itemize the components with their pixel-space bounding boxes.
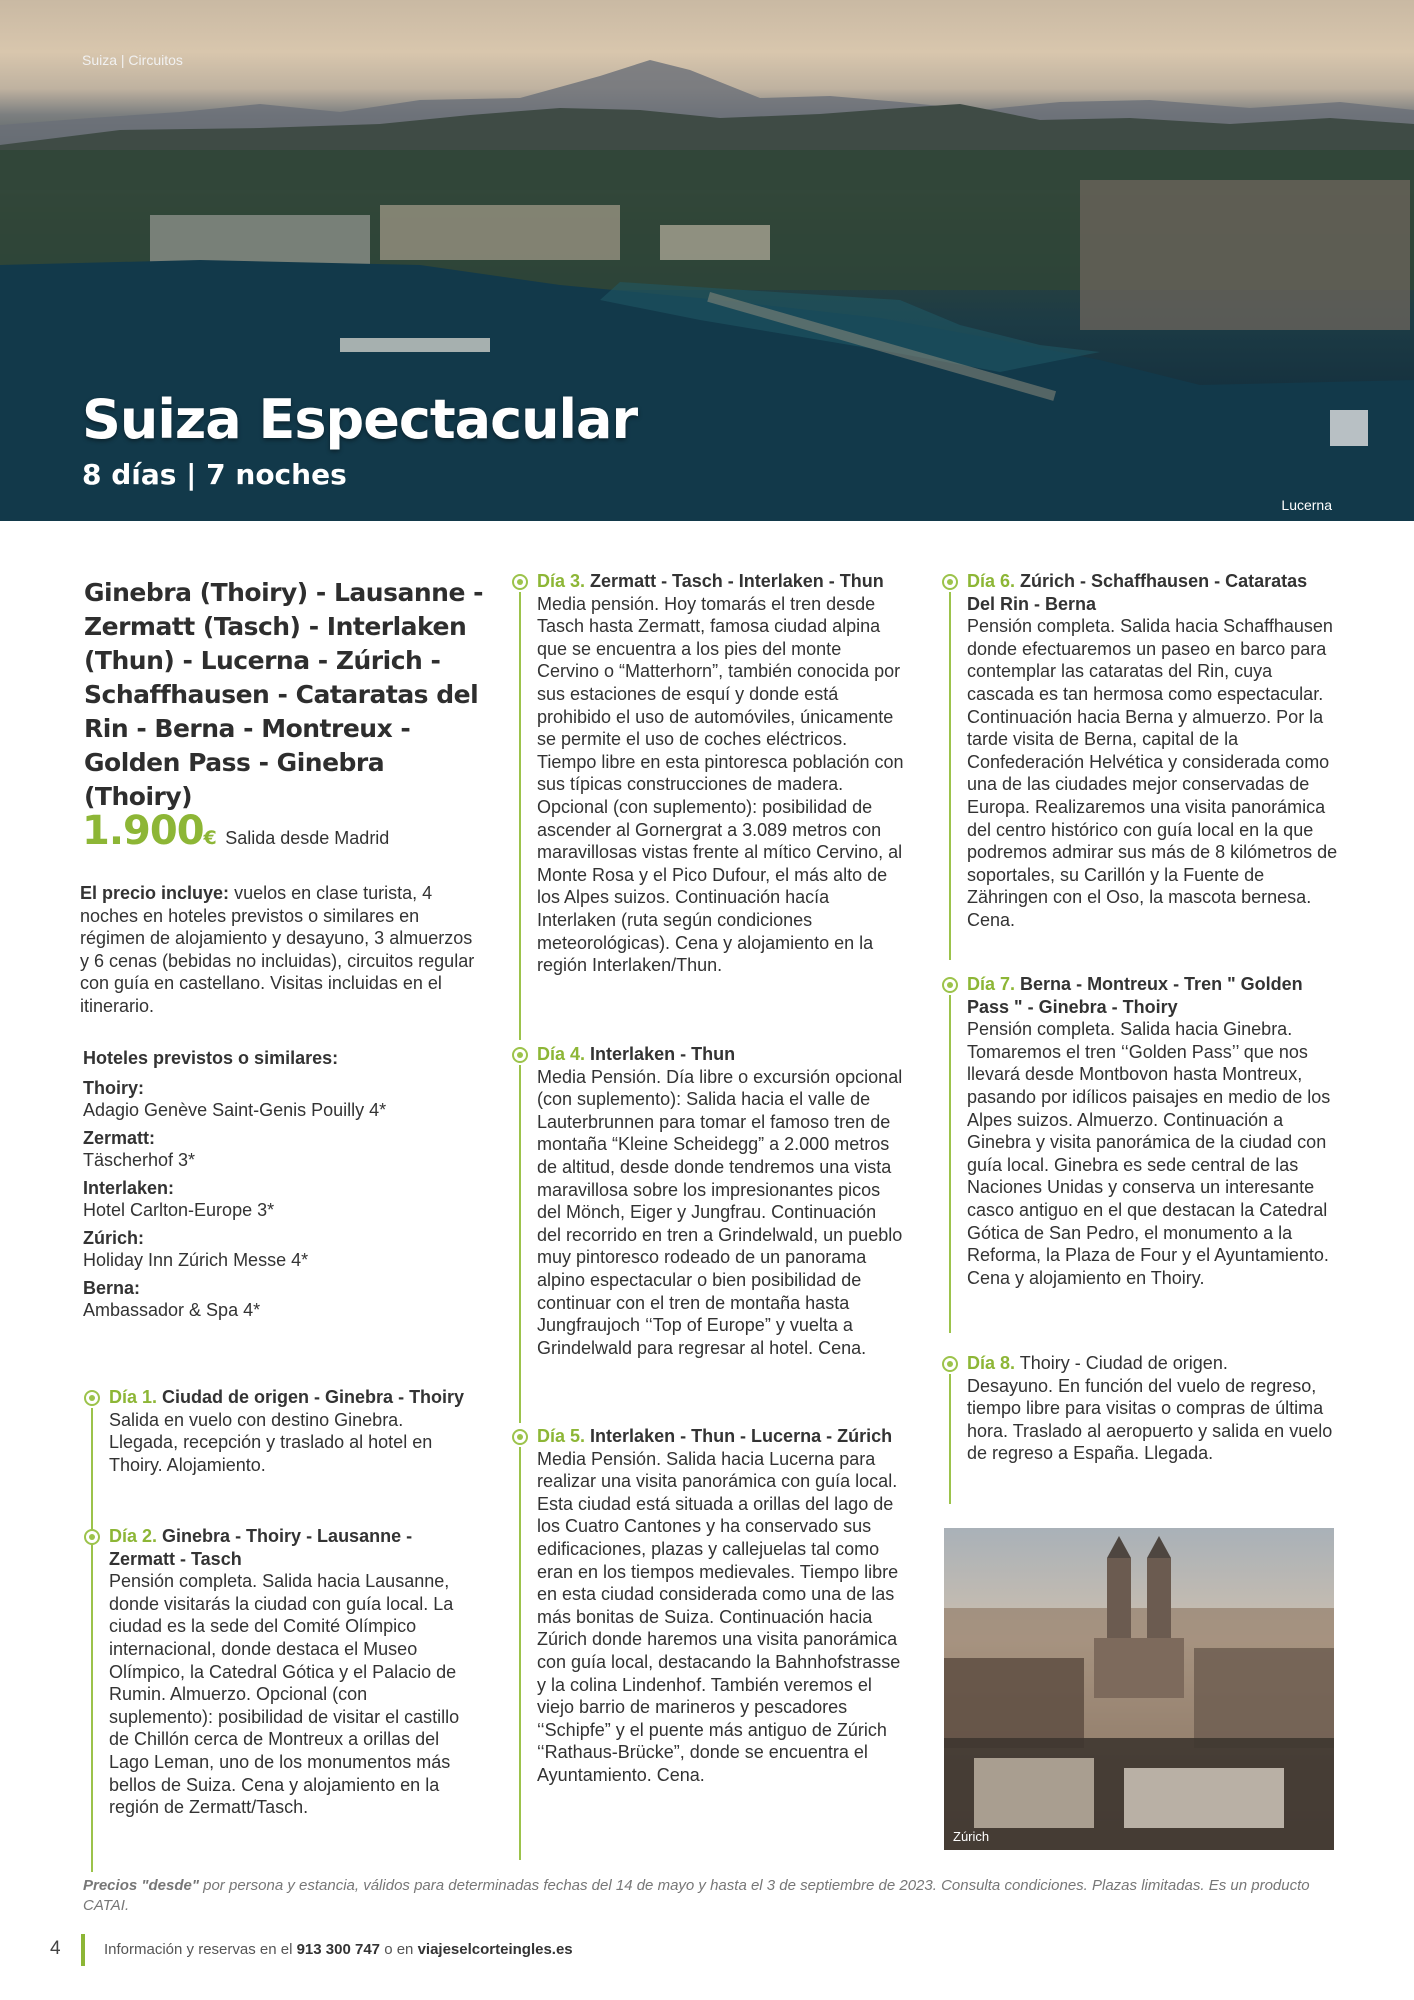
hotel-city: Berna:	[83, 1278, 141, 1298]
hotel-name: Hotel Carlton-Europe 3*	[83, 1200, 275, 1220]
day-label: Día 8.	[967, 1353, 1016, 1373]
price-includes	[80, 882, 475, 1018]
hotel-name: Adagio Genève Saint-Genis Pouilly 4*	[83, 1100, 387, 1120]
day-label: Día 7.	[967, 974, 1016, 994]
itinerary-day-2	[84, 1525, 474, 1860]
hero-photo-caption: Lucerna	[1281, 497, 1332, 513]
day-label: Día 4.	[537, 1044, 586, 1064]
price-departure: Salida desde Madrid	[225, 828, 390, 848]
price-amount: 1.900	[82, 808, 204, 854]
day-text: Media pensión. Hoy tomarás el tren desde Tasch hasta Zermatt, famosa ciudad alpina que se encuentra a los pies del monte Cervino o “Matterhorn”, también conocida por sus estaciones de esquí y donde está prohibido el uso de automóviles, únicamente se permite el uso de coches eléctricos. Tiempo libre en esta pintoresca población con sus típicas construcciones de madera. Opcional (con suplemento): posibilidad de ascender al Gornergrat a 3.089 metros con maravillosas vistas frente al mítico Cervino, al Monte Rosa y el Pico Dufour, el más alto de los Alpes suizos. Continuación hacía Interlaken (ruta según condiciones meteorológicas). Cena y alojamiento en la región Interlaken/Thun.	[537, 593, 904, 976]
day-label: Día 2.	[109, 1526, 158, 1546]
footer-contact	[104, 1941, 573, 1958]
zurich-photo-caption: Zúrich	[953, 1829, 990, 1844]
hotel-item	[83, 1277, 478, 1321]
price-includes-label: El precio incluye:	[80, 883, 230, 903]
itinerary-day-5	[512, 1425, 907, 1860]
itinerary-day-8	[942, 1352, 1342, 1492]
day-title: Interlaken - Thun	[590, 1044, 736, 1064]
day-text: Pensión completa. Salida hacia Ginebra. Tomaremos el tren ‘‘Golden Pass’’ que nos llevará desde Montbovon hasta Montreux, pasando por idílicos paisajes en medio de los Alpes suizos. Almuerzo. Continuación a Ginebra y visita panorámica de la ciudad con guía local. Ginebra es sede central de las Naciones Unidas y conserva un interesante casco antiguo en el que destacan la Catedral Gótica de San Pedro, el monumento a la Reforma, la Plaza de Four y el Ayuntamiento. Cena y alojamiento en Thoiry.	[967, 1019, 1331, 1288]
timeline-line	[949, 1374, 951, 1504]
hotel-name: Ambassador & Spa 4*	[83, 1300, 261, 1320]
hotels-heading: Hoteles previstos o similares:	[83, 1048, 339, 1068]
footer-website-link[interactable]: viajeselcorteingles.es	[417, 1941, 573, 1958]
day-label: Día 1.	[109, 1387, 158, 1407]
route-summary: Ginebra (Thoiry) - Lausanne - Zermatt (Tasch) - Interlaken (Thun) - Lucerna - Zúrich - Schaffhausen - Cataratas del Rin - Berna - Montreux - Golden Pass - Ginebra (Thoiry)	[84, 578, 483, 811]
hotel-city: Interlaken:	[83, 1178, 175, 1198]
footer-phone-link[interactable]: 913 300 747	[296, 1941, 381, 1958]
hotel-name: Täscherhof 3*	[83, 1150, 196, 1170]
timeline-marker-icon	[84, 1529, 100, 1545]
footer-info-mid: o en	[384, 1941, 414, 1958]
hotel-name: Holiday Inn Zúrich Messe 4*	[83, 1250, 309, 1270]
hotel-city: Zúrich:	[83, 1228, 144, 1248]
day-title: Zermatt - Tasch - Interlaken - Thun	[590, 571, 884, 591]
zurich-cityscape-image	[944, 1528, 1334, 1850]
day-text: Pensión completa. Salida hacia Lausanne, donde visitarás la ciudad con guía local. La ciudad es la sede del Comité Olímpico internacional, donde destaca el Museo Olímpico, la Catedral Gótica y el Palacio de Rumin. Almuerzo. Opcional (con suplemento): posibilidad de visitar el castillo de Chillón cerca de Montreux a orillas del Lago Leman, uno de los monumentos más bellos de Suiza. Cena y alojamiento en la región de Zermatt/Tasch.	[109, 1571, 460, 1818]
day-label: Día 5.	[537, 1426, 586, 1446]
footer-divider	[81, 1934, 85, 1966]
day-text: Salida en vuelo con destino Ginebra. Llegada, recepción y traslado al hotel en Thoiry. Alojamiento.	[109, 1409, 433, 1475]
day-label: Día 6.	[967, 571, 1016, 591]
day-text: Desayuno. En función del vuelo de regreso, tiempo libre para visitas o compras de última hora. Traslado al aeropuerto y salida en vuelo de regreso a España. Llegada.	[967, 1375, 1333, 1464]
hero-banner	[0, 0, 1414, 521]
itinerary-day-6	[942, 570, 1342, 960]
hotel-city: Thoiry:	[83, 1078, 144, 1098]
timeline-marker-icon	[84, 1390, 100, 1406]
page-title: Suiza Espectacular	[82, 388, 638, 451]
price-currency: €	[203, 827, 217, 849]
page-subtitle: 8 días | 7 noches	[82, 458, 347, 491]
disclaimer-text: por persona y estancia, válidos para determinadas fechas del 14 de mayo y hasta el 3 de septiembre de 2023. Consulta condiciones. Plazas limitadas. Es un producto CATAI.	[83, 1877, 1310, 1914]
itinerary-day-4	[512, 1043, 907, 1423]
timeline-marker-icon	[942, 1356, 958, 1372]
timeline-line	[949, 995, 951, 1333]
day-text: Media Pensión. Salida hacia Lucerna para realizar una visita panorámica con guía local. Esta ciudad está situada a orillas del lago de los Cuatro Cantones y ha conservado sus edificaciones, plazas y callejuelas tal como eran en los tiempos medievales. Tiempo libre en esta ciudad considerada como una de las más bonitas de Suiza. Continuación hacia Zúrich donde haremos una visita panorámica con guía local, destacando la Bahnhofstrasse y la colina Lindenhof. También veremos el viejo barrio de marineros y pescadores ‘‘Schipfe” y el puente más antiguo de Zúrich ‘‘Rathaus-Brücke”, donde se encuentra el Ayuntamiento. Cena.	[537, 1448, 901, 1785]
timeline-line	[519, 1065, 521, 1423]
day-title: Ciudad de origen - Ginebra - Thoiry	[162, 1387, 465, 1407]
itinerary-day-3	[512, 570, 907, 1040]
day-title: Zúrich - Schaffhausen - Cataratas Del Rin - Berna	[967, 571, 1308, 614]
hotel-item	[83, 1227, 478, 1271]
day-title: Interlaken - Thun - Lucerna - Zúrich	[590, 1426, 893, 1446]
page-number: 4	[50, 1938, 61, 1959]
hotel-city: Zermatt:	[83, 1128, 156, 1148]
day-title: Berna - Montreux - Tren " Golden Pass " - Ginebra - Thoiry	[967, 974, 1303, 1017]
price-disclaimer	[83, 1876, 1343, 1916]
day-text: Media Pensión. Día libre o excursión opcional (con suplemento): Salida hacia el valle de Lauterbrunnen para tomar el famoso tren de montaña “Kleine Scheidegg” a 2.000 metros de altitud, desde donde tendremos una vista maravillosa sobre los impresionantes picos del Mönch, Eiger y Jungfrau. Continuación del recorrido en tren a Grindelwald, un pueblo muy pintoresco rodeado de un panorama alpino espectacular o bien posibilidad de continuar con el tren de montaña hasta Jungfraujoch ‘‘Top of Europe” y vuelta a Grindelwald para regresar al hotel. Cena.	[537, 1066, 903, 1358]
day-title: Thoiry - Ciudad de origen.	[1019, 1353, 1228, 1373]
timeline-marker-icon	[512, 1047, 528, 1063]
timeline-marker-icon	[512, 1429, 528, 1445]
disclaimer-bold: Precios "desde"	[83, 1877, 199, 1894]
timeline-marker-icon	[942, 574, 958, 590]
day-text: Pensión completa. Salida hacia Schaffhausen donde efectuaremos un paseo en barco para contemplar las cataratas del Rin, cuya cascada es tan hermosa como espectacular. Continuación hacia Berna y almuerzo. Por la tarde visita de Berna, capital de la Confederación Helvética y considerada como una de las ciudades mejor conservadas de Europa. Realizaremos una visita panorámica del centro histórico con guía local en la que podremos admirar sus más de 8 kilómetros de soportales, su Carillón y la Fuente de Zähringen con el Oso, la mascota bernesa. Cena.	[967, 616, 1338, 930]
timeline-marker-icon	[512, 574, 528, 590]
price-row	[82, 808, 389, 854]
hotel-item	[83, 1127, 478, 1171]
day-label: Día 3.	[537, 571, 586, 591]
timeline-line	[519, 592, 521, 1040]
zurich-photo	[944, 1528, 1334, 1850]
hotel-item	[83, 1177, 478, 1221]
breadcrumb: Suiza | Circuitos	[82, 52, 183, 68]
itinerary-day-7	[942, 973, 1342, 1333]
timeline-line	[949, 592, 951, 960]
hotel-item	[83, 1077, 478, 1121]
hotels-section	[83, 1048, 478, 1327]
timeline-line	[91, 1547, 93, 1872]
timeline-line	[519, 1447, 521, 1860]
day-title: Ginebra - Thoiry - Lausanne - Zermatt - Tasch	[109, 1526, 413, 1569]
footer-info-prefix: Información y reservas en el	[104, 1941, 293, 1958]
price-includes-text: vuelos en clase turista, 4 noches en hoteles previstos o similares en régimen de alojamiento y desayuno, 3 almuerzos y 6 cenas (bebidas no incluidas), circuitos regular con guía en castellano. Visitas incluidas en el itinerario.	[80, 883, 475, 1016]
timeline-marker-icon	[942, 977, 958, 993]
